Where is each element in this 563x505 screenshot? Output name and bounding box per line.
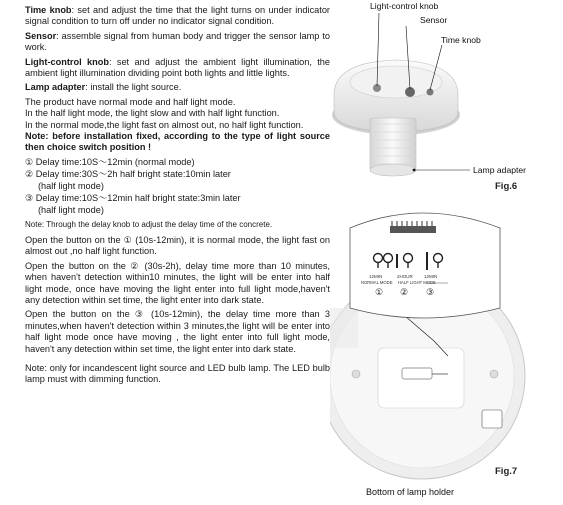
normal-mode-label: NORMAL MODE — [361, 280, 393, 285]
lamp-adapter-term: Lamp adapter — [25, 82, 86, 93]
switch-number-1: ① — [375, 287, 384, 297]
option-1: ① Delay time:10S～12min (normal mode) — [25, 156, 195, 167]
fig6-caption: Fig.6 — [495, 181, 518, 192]
button-1-paragraph: Open the button on the ① (10s-12min), it is normal mode, the light fast on almost out ,no half light function. — [25, 234, 330, 257]
switch-number-2: ② — [400, 287, 409, 297]
sensor-label: Sensor — [420, 15, 448, 25]
lamp-holder-bottom-illustration — [330, 198, 563, 483]
bottom-of-lamp-holder-label: Bottom of lamp holder — [366, 487, 455, 497]
time-knob-description: Time knob: set and adjust the time that the light turns on under indicator signal condition to turn off under no indicator signal condition. — [25, 5, 330, 27]
switch-number-3: ③ — [426, 287, 435, 297]
time-knob-term: Time knob — [25, 5, 72, 15]
lamp-adapter-label: Lamp adapter — [473, 165, 527, 175]
fig7-caption: Fig.7 — [495, 466, 518, 477]
light-control-knob-label: Light-control knob — [370, 1, 439, 11]
light-source-note: Note: only for incandescent light source and LED bulb lamp. The LED bulb lamp must with dimming function. — [25, 362, 330, 385]
light-control-description: Light-control knob: set and adjust the ambient light illumination, the ambient light illumination dividing point both lights and little lights. — [25, 56, 331, 79]
instruction-text — [25, 5, 330, 389]
lamp-holder-illustration — [330, 0, 563, 200]
sensor-description: Sensor: assemble signal from human body and trigger the sensor lamp to work. — [25, 30, 330, 53]
normal-mode-line: In the normal mode,the light fast on almost out, no half light function. — [25, 119, 304, 130]
half-light-mode-label: HALF LIGHT MODE — [398, 280, 436, 285]
modes-line: The product have normal mode and half light mode. — [25, 96, 236, 107]
button-3-paragraph: Open the button on the ③ (10s-12min), the delay time more than 3 minutes,when haven't detection within 3 minutes,the light will be enter into half light mode once have moving , the light enter into full light mode, haven't any detection within set time, the light enter into dark state. — [25, 309, 330, 354]
switch-label-3: 12MIN — [424, 274, 438, 279]
sensor-term: Sensor — [25, 30, 57, 41]
half-mode-line: In the half light mode, the light slow and with half light function. — [25, 108, 280, 119]
option-3: ③ Delay time:10S～12min half bright state:3min later (half light mode) — [25, 193, 241, 215]
time-knob-label: Time knob — [441, 35, 481, 45]
switch-label-2: 2HOUR — [397, 274, 413, 279]
option-2: ② Delay time:30S～2h half bright state:10min later (half light mode) — [25, 169, 231, 191]
installation-note: Note: before installation fixed, according to the type of light source then choice switch position ! — [25, 131, 330, 153]
lamp-adapter-description: Lamp adapter: install the light source. — [25, 82, 182, 93]
switch-label-1: 12MIN — [369, 274, 383, 279]
delay-knob-note: Note: Through the delay knob to adjust the delay time of the concrete. — [25, 219, 273, 229]
button-2-paragraph: Open the button on the ② (30s-2h), delay time more than 10 minutes, when haven't detection within10 minutes, the light will be enter into half light mode, once have moving the light enter into full light mode,haven't any detection within set time, the light enter into dark state. — [25, 260, 330, 305]
light-control-term: Light-control knob — [25, 56, 109, 67]
